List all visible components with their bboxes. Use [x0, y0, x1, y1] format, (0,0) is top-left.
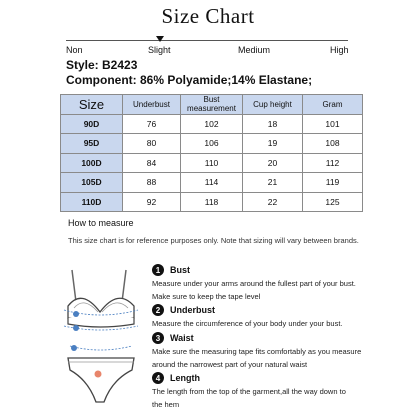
lingerie-illustration [62, 262, 144, 412]
step-line: The length from the top of the garment,all the way down to [152, 387, 346, 396]
cell-underbust: 76 [123, 114, 181, 134]
component-text: Component: 86% Polyamide;14% Elastane; [66, 73, 313, 87]
step-line: Make sure the measuring tape fits comfortably as you measure [152, 347, 362, 356]
step-line: Make sure to keep the tape level [152, 291, 261, 301]
step-number-icon: 4 [152, 372, 164, 384]
cell-cup-height: 21 [243, 173, 303, 193]
step-line: around the narrowest part of your natural waist [152, 359, 308, 369]
table-row [61, 114, 363, 134]
stretch-scale-line [66, 40, 348, 41]
how-to-measure-heading: How to measure [68, 218, 134, 228]
cell-bust: 118 [181, 192, 243, 212]
cell-underbust: 88 [123, 173, 181, 193]
cell-gram: 119 [303, 173, 363, 193]
step-title: Bust [170, 265, 190, 275]
cell-cup-height: 22 [243, 192, 303, 212]
step-number-icon: 2 [152, 304, 164, 316]
step-number-icon: 3 [152, 332, 164, 344]
column-header-cup-height: Cup height [243, 95, 303, 115]
cell-gram: 108 [303, 134, 363, 154]
step-number-icon: 1 [152, 264, 164, 276]
stretch-scale [66, 36, 348, 58]
sizing-disclaimer: This size chart is for reference purposes only. Note that sizing will vary between brands. [68, 236, 359, 245]
cell-size: 100D [61, 153, 123, 173]
cell-cup-height: 19 [243, 134, 303, 154]
cell-bust: 106 [181, 134, 243, 154]
step-title: Length [170, 373, 200, 383]
table-row [61, 153, 363, 173]
stretch-label-medium: Medium [238, 45, 271, 55]
cell-underbust: 80 [123, 134, 181, 154]
step-description [152, 278, 412, 303]
column-header-underbust: Underbust [123, 95, 181, 115]
cell-gram: 125 [303, 192, 363, 212]
step-title: Waist [170, 333, 194, 343]
cell-gram: 112 [303, 153, 363, 173]
step-waist [152, 332, 412, 371]
cell-bust: 102 [181, 114, 243, 134]
cell-bust: 110 [181, 153, 243, 173]
stretch-label-non: Non [66, 45, 83, 55]
step-title: Underbust [170, 305, 215, 315]
cell-size: 105D [61, 173, 123, 193]
step-line: Measure under your arms around the fullest part of your bust. [152, 279, 356, 288]
table-row [61, 173, 363, 193]
bra-and-briefs-icon [62, 262, 144, 412]
stretch-label-high: High [330, 45, 349, 55]
column-header-gram: Gram [303, 95, 363, 115]
cell-size: 95D [61, 134, 123, 154]
step-description [152, 318, 412, 331]
page-title: Size Chart [161, 4, 255, 28]
step-length [152, 372, 412, 411]
step-description [152, 346, 412, 371]
column-header-bust: Bust measurement [181, 95, 243, 115]
step-bust [152, 264, 412, 303]
step-description [152, 386, 412, 411]
step-line: Measure the circumference of your body under your bust. [152, 319, 343, 328]
table-row [61, 192, 363, 212]
cell-underbust: 92 [123, 192, 181, 212]
cell-size: 110D [61, 192, 123, 212]
cell-cup-height: 18 [243, 114, 303, 134]
table-row [61, 134, 363, 154]
cell-size: 90D [61, 114, 123, 134]
cell-gram: 101 [303, 114, 363, 134]
step-underbust [152, 304, 412, 331]
cell-cup-height: 20 [243, 153, 303, 173]
style-code: Style: B2423 [66, 58, 138, 72]
size-table [60, 94, 363, 212]
cell-underbust: 84 [123, 153, 181, 173]
cell-bust: 114 [181, 173, 243, 193]
step-line: the hem [152, 399, 180, 409]
column-header-size: Size [61, 95, 123, 115]
stretch-label-slight: Slight [148, 45, 171, 55]
table-header-row [61, 95, 363, 115]
